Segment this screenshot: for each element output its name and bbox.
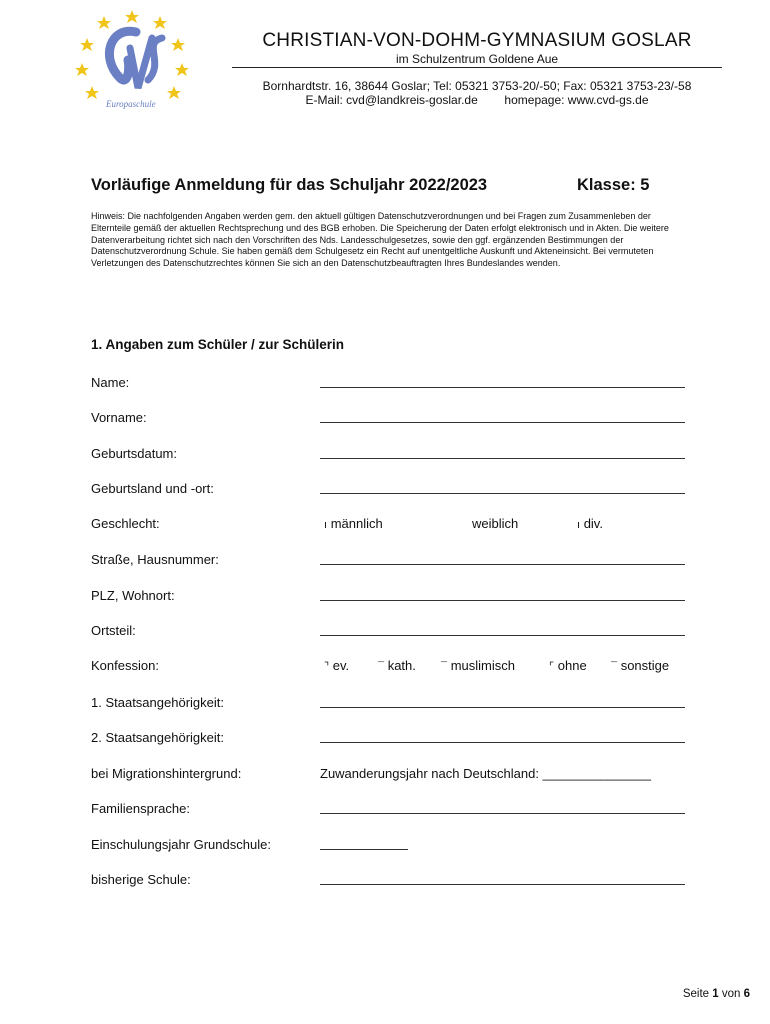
header-divider (232, 67, 722, 68)
label-staat2: 2. Staatsangehörigkeit: (91, 730, 224, 745)
checkbox-icon[interactable]: ¯ (611, 661, 618, 673)
class-label: Klasse: 5 (577, 176, 650, 194)
checkbox-icon[interactable]: ⌝ (324, 661, 330, 673)
school-subtitle: im Schulzentrum Goldene Aue (395, 52, 559, 66)
geburtsland-field[interactable] (320, 493, 685, 494)
checkbox-icon[interactable]: ⌜ (549, 661, 555, 673)
gender-option-female[interactable]: weiblich (472, 516, 519, 531)
staat1-field[interactable] (320, 707, 685, 708)
geburtsdatum-field[interactable] (320, 458, 685, 459)
staat2-field[interactable] (320, 742, 685, 743)
label-einschulung: Einschulungsjahr Grundschule: (91, 837, 271, 852)
label-geburtsdatum: Geburtsdatum: (91, 446, 177, 461)
checkbox-icon[interactable]: ı (324, 519, 328, 531)
logo-caption: Europaschule (106, 99, 156, 109)
label-migration: bei Migrationshintergrund: (91, 766, 242, 781)
plz-field[interactable] (320, 600, 685, 601)
label-schule: bisherige Schule: (91, 872, 191, 887)
form-title: Vorläufige Anmeldung für das Schuljahr 2022/2023 (91, 176, 488, 194)
label-ortsteil: Ortsteil: (91, 623, 136, 638)
gender-option-diverse[interactable]: ı div. (577, 516, 603, 531)
religion-option-none[interactable]: ⌜ ohne (549, 658, 587, 673)
religion-option-ev[interactable]: ⌝ ev. (324, 658, 350, 673)
strasse-field[interactable] (320, 564, 685, 565)
gender-option-male[interactable]: ı männlich (324, 516, 383, 531)
einschulung-field[interactable] (320, 849, 408, 850)
migration-year-field[interactable]: Zuwanderungsjahr nach Deutschland: _______________ (320, 766, 652, 781)
checkbox-icon[interactable]: ı (577, 519, 581, 531)
school-name: CHRISTIAN-VON-DOHM-GYMNASIUM GOSLAR (262, 30, 692, 51)
school-address: Bornhardtstr. 16, 38644 Goslar; Tel: 05321 3753-20/-50; Fax: 05321 3753-23/-58 (262, 79, 692, 93)
label-strasse: Straße, Hausnummer: (91, 552, 219, 567)
name-field[interactable] (320, 387, 685, 388)
section-heading-student: 1. Angaben zum Schüler / zur Schülerin (91, 337, 345, 352)
school-contact: E-Mail: cvd@landkreis-goslar.de homepage: www.cvd-gs.de (305, 93, 649, 107)
checkbox-icon[interactable]: ¯ (441, 661, 448, 673)
label-konfession: Konfession: (91, 658, 159, 673)
label-geschlecht: Geschlecht: (91, 516, 160, 531)
religion-option-muslim[interactable]: ¯ muslimisch (441, 658, 515, 673)
label-vorname: Vorname: (91, 410, 147, 425)
privacy-notice: Hinweis: Die nachfolgenden Angaben werden gem. den aktuell gültigen Datenschutzverordnungen und bei Fragen zum Zusammenleben der Elternteile gemäß der aktuellen Rechtsprechung und des BGB erhoben. Die Speicherung der Daten erfolgt elektronisch und in Akten. Die weitere Datenverarbeitung richtet sich nach den Vorschriften des Nds. Landesschulgesetzes, sowie den ggf. ergänzenden Bestimmungen der Datenschutzverordnung Schule. Sie haben gemäß dem Schulgesetz ein Recht auf unentgeltliche Auskunft und Akteneinsicht. Bei vermuteten Verletzungen des Datenschutzrechtes können Sie sich an den Datenschutzbeauftragten Ihres Bundeslandes wenden. (91, 211, 669, 269)
label-plz: PLZ, Wohnort: (91, 588, 175, 603)
vorname-field[interactable] (320, 422, 685, 423)
label-name: Name: (91, 375, 130, 390)
religion-option-kath[interactable]: ¯ kath. (378, 658, 416, 673)
checkbox-icon[interactable]: ¯ (378, 661, 385, 673)
familiensprache-field[interactable] (320, 813, 685, 814)
label-familiensprache: Familiensprache: (91, 801, 190, 816)
schule-field[interactable] (320, 884, 685, 885)
page-number: Seite 1 von 6 (682, 988, 750, 1000)
ortsteil-field[interactable] (320, 635, 685, 636)
religion-option-other[interactable]: ¯ sonstige (611, 658, 670, 673)
label-staat1: 1. Staatsangehörigkeit: (91, 695, 224, 710)
label-geburtsland: Geburtsland und -ort: (91, 481, 214, 496)
logo-vg-shape (130, 38, 162, 88)
